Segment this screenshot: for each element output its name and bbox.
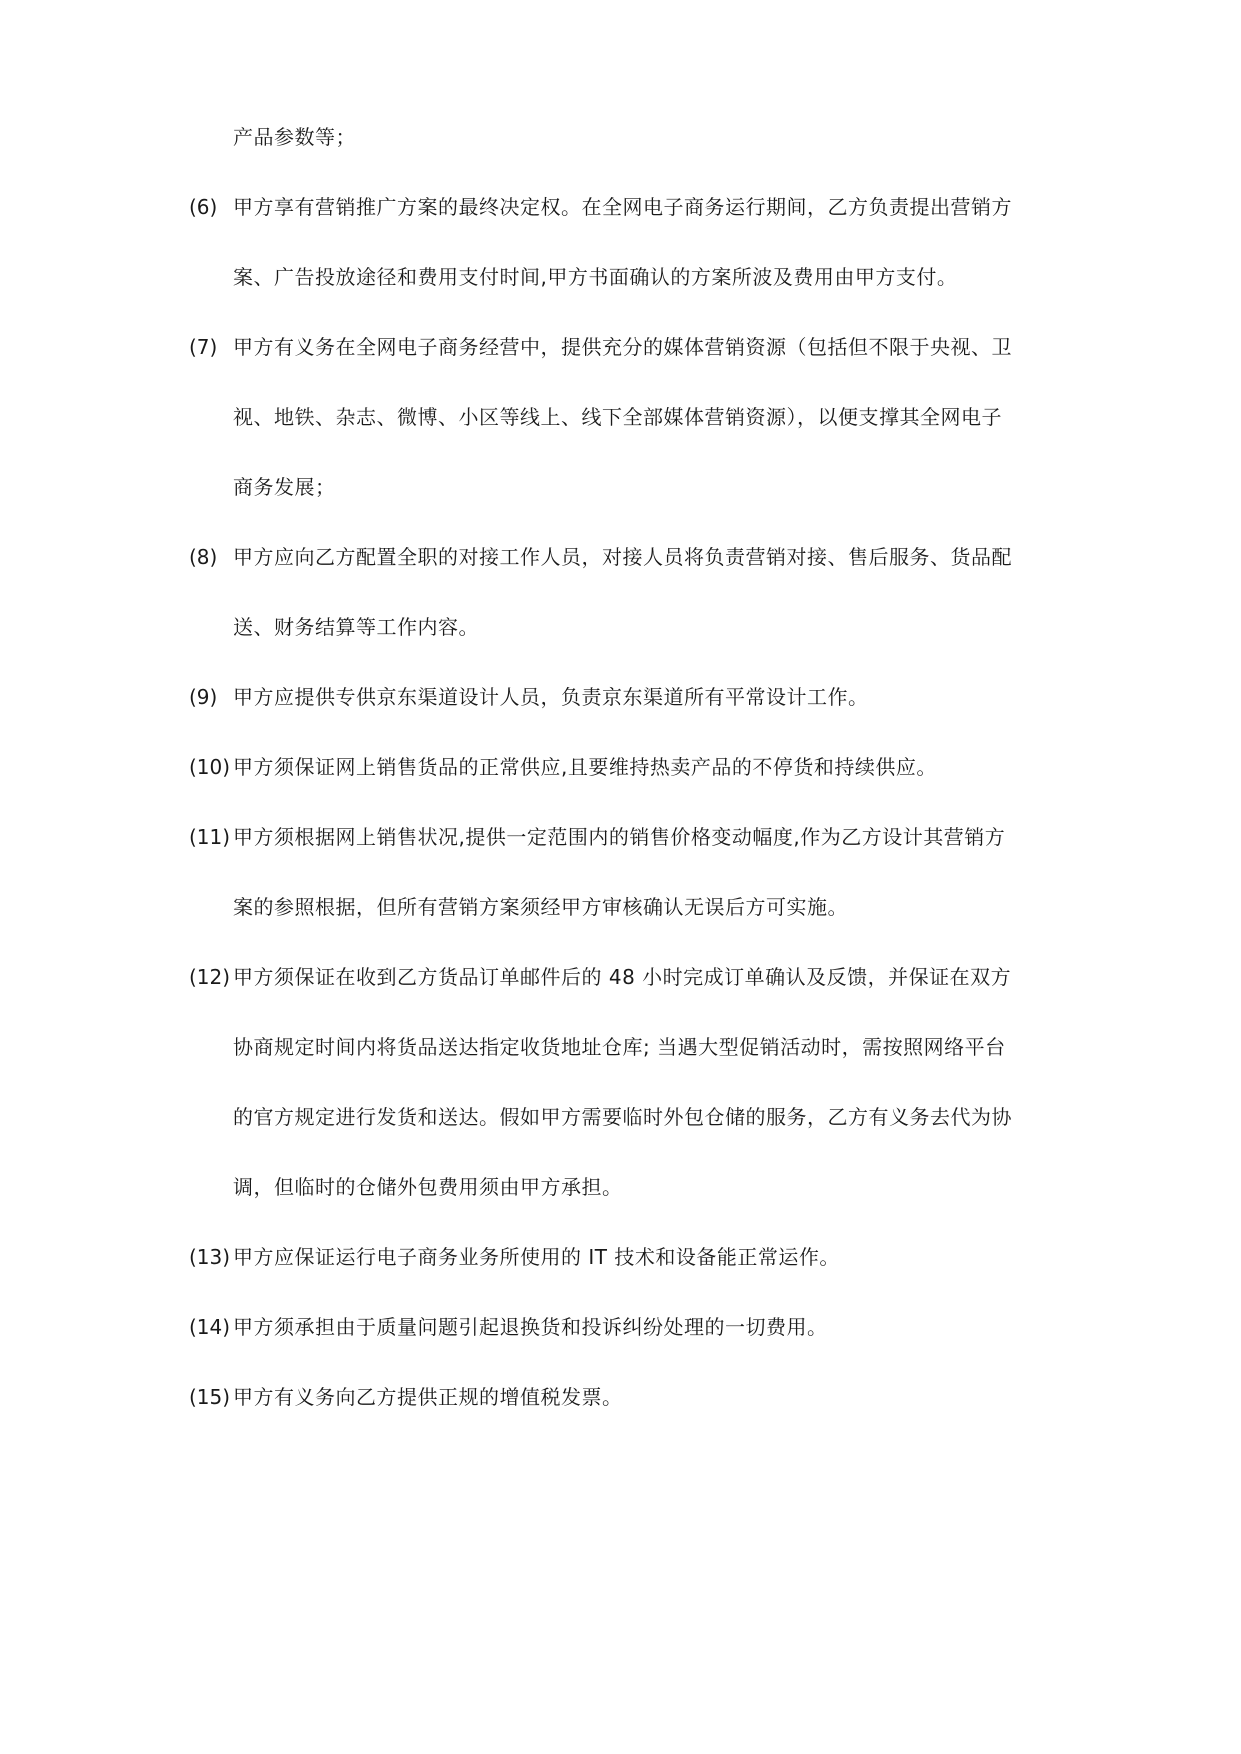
item-14-line-1: 甲方须承担由于质量问题引起退换货和投诉纠纷处理的一切费用。: [233, 1315, 828, 1339]
item-10-line-1: 甲方须保证网上销售货品的正常供应,且要维持热卖产品的不停货和持续供应。: [233, 755, 937, 779]
item-13-line-1: 甲方应保证运行电子商务业务所使用的 IT 技术和设备能正常运作。: [233, 1245, 840, 1269]
item-14-number: (14): [189, 1315, 231, 1339]
item-9-line-1: 甲方应提供专供京东渠道设计人员，负责京东渠道所有平常设计工作。: [233, 685, 869, 709]
item-6-line-1: 甲方享有营销推广方案的最终决定权。在全网电子商务运行期间，乙方负责提出营销方: [233, 195, 1012, 219]
item-12-line-1: 甲方须保证在收到乙方货品订单邮件后的 48 小时完成订单确认及反馈，并保证在双方: [233, 965, 1012, 989]
item-7-line-2: 视、地铁、杂志、微博、小区等线上、线下全部媒体营销资源），以便支撑其全网电子: [233, 405, 1002, 429]
item-11-line-2: 案的参照根据，但所有营销方案须经甲方审核确认无误后方可实施。: [233, 895, 848, 919]
item-11-line-1: 甲方须根据网上销售状况,提供一定范围内的销售价格变动幅度,作为乙方设计其营销方: [233, 825, 1006, 849]
item-9-number: (9): [189, 685, 218, 709]
item-8-line-2: 送、财务结算等工作内容。: [233, 615, 479, 639]
item-8-line-1: 甲方应向乙方配置全职的对接工作人员，对接人员将负责营销对接、售后服务、货品配: [233, 545, 1012, 569]
item-12-number: (12): [189, 965, 231, 989]
item-15-number: (15): [189, 1385, 231, 1409]
item-11-number: (11): [189, 825, 231, 849]
item-7-line-3: 商务发展；: [233, 475, 336, 499]
item-7-number: (7): [189, 335, 218, 359]
item-13-number: (13): [189, 1245, 231, 1269]
item-12-line-3: 的官方规定进行发货和送达。假如甲方需要临时外包仓储的服务，乙方有义务去代为协: [233, 1105, 1012, 1129]
continuation-text: 产品参数等；: [233, 125, 356, 149]
item-6-number: (6): [189, 195, 218, 219]
item-8-number: (8): [189, 545, 218, 569]
item-6-line-2: 案、广告投放途径和费用支付时间,甲方书面确认的方案所波及费用由甲方支付。: [233, 265, 958, 289]
item-7-line-1: 甲方有义务在全网电子商务经营中，提供充分的媒体营销资源（包括但不限于央视、卫: [233, 335, 1012, 359]
item-12-line-4: 调，但临时的仓储外包费用须由甲方承担。: [233, 1175, 623, 1199]
item-12-line-2: 协商规定时间内将货品送达指定收货地址仓库; 当遇大型促销活动时，需按照网络平台: [233, 1035, 1006, 1059]
item-10-number: (10): [189, 755, 231, 779]
item-15-line-1: 甲方有义务向乙方提供正规的增值税发票。: [233, 1385, 623, 1409]
